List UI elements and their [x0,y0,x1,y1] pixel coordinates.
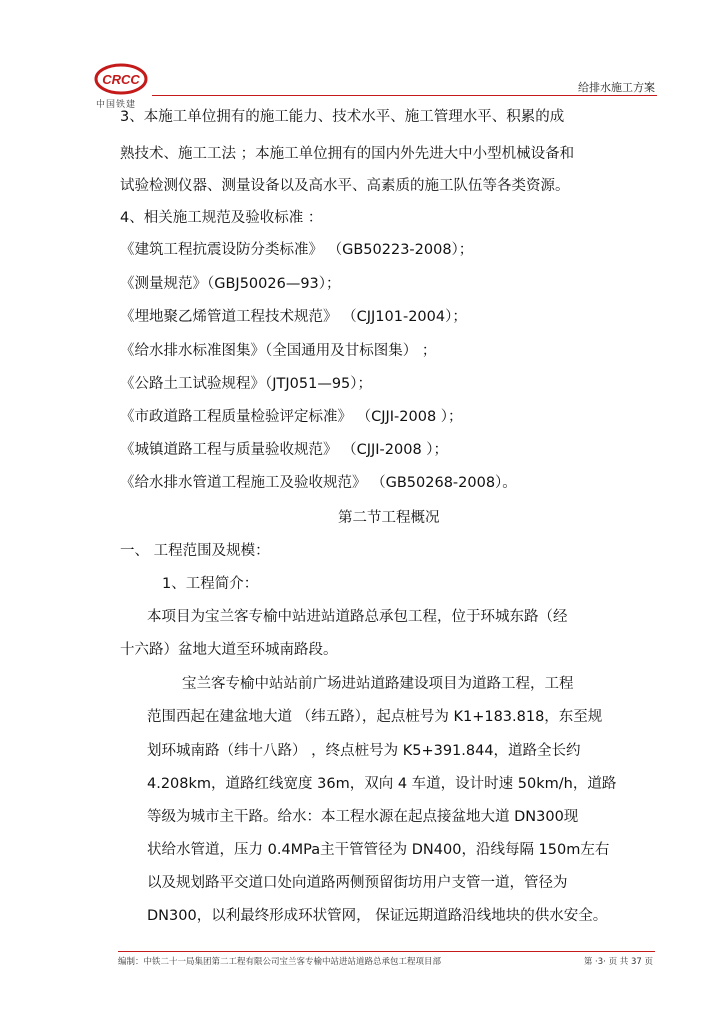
standard-item: 《市政道路工程质量检验评定标准》 （CJJI-2008 ）； [120,409,463,425]
standard-item: 《埋地聚乙烯管道工程技术规范》 （CJJ101-2004）； [120,309,467,325]
body-line: 本项目为宝兰客专榆中站进站道路总承包工程，位于环城东路（经 [147,609,568,625]
subsection-heading: 1、工程简介： [162,576,259,592]
logo-text: CRCC [102,72,140,87]
body-line: 以及规划路平交道口处向道路两侧预留街坊用户支管一道，管径为 [147,875,568,891]
body-line: 状给水管道，压力 0.4MPa主干管管径为 DN400，沿线每隔 150m左右 [147,842,610,858]
body-line: 范围西起在建盆地大道 （纬五路），起点桩号为 K1+183.818，东至规 [147,709,603,725]
body-line: 试验检测仪器、测量设备以及高水平、高素质的施工队伍等各类资源。 [120,178,570,194]
footer-divider [118,951,655,952]
body-line: 4、相关施工规范及验收标准 ： [120,210,323,226]
body-line: 3、本施工单位拥有的施工能力、技术水平、施工管理水平、积累的成 [120,109,565,125]
body-line: 熟技术、施工工法 ；本施工单位拥有的国内外先进大中小型机械设备和 [120,146,575,162]
body-line: 等级为城市主干路。给水：本工程水源在起点接盆地大道 DN300现 [147,809,579,825]
body-line: 十六路）盆地大道至环城南路段。 [120,642,338,658]
body-line: DN300，以利最终形成环状管网， 保证远期道路沿线地块的供水安全。 [147,908,608,924]
page-number: 第 ·3· 页 共 37 页 [583,957,653,967]
header-divider [152,95,657,96]
footer-compiler: 编制：中铁二十一局集团第二工程有限公司宝兰客专榆中站进站道路总承包工程项目部 [118,957,442,967]
standard-item: 《测量规范》（GBJ50026—93）； [120,276,341,292]
subsection-heading: 一、 工程范围及规模： [120,543,270,559]
body-line: 4.208km，道路红线宽度 36m，双向 4 车道，设计时速 50km/h，道路 [147,776,617,792]
standard-item: 《公路土工试验规程》（JTJ051—95）； [120,376,373,392]
body-line: 宝兰客专榆中站站前广场进站道路建设项目为道路工程，工程 [182,676,574,692]
section-heading: 第二节工程概况 [338,510,440,526]
standard-item: 《给水排水标准图集》（全国通用及甘标图集） ； [120,343,437,359]
body-line: 划环城南路（纬十八路） ，终点桩号为 K5+391.844，道路全长约 [147,743,581,759]
standard-item: 《给水排水管道工程施工及验收规范》 （GB50268-2008）。 [120,475,517,491]
logo-caption: 中国铁建 [96,100,137,110]
standard-item: 《建筑工程抗震设防分类标准》 （GB50223-2008）； [120,242,474,258]
standard-item: 《城镇道路工程与质量验收规范》 （CJJI-2008 ）； [120,442,449,458]
header-title: 给排水施工方案 [578,81,655,94]
